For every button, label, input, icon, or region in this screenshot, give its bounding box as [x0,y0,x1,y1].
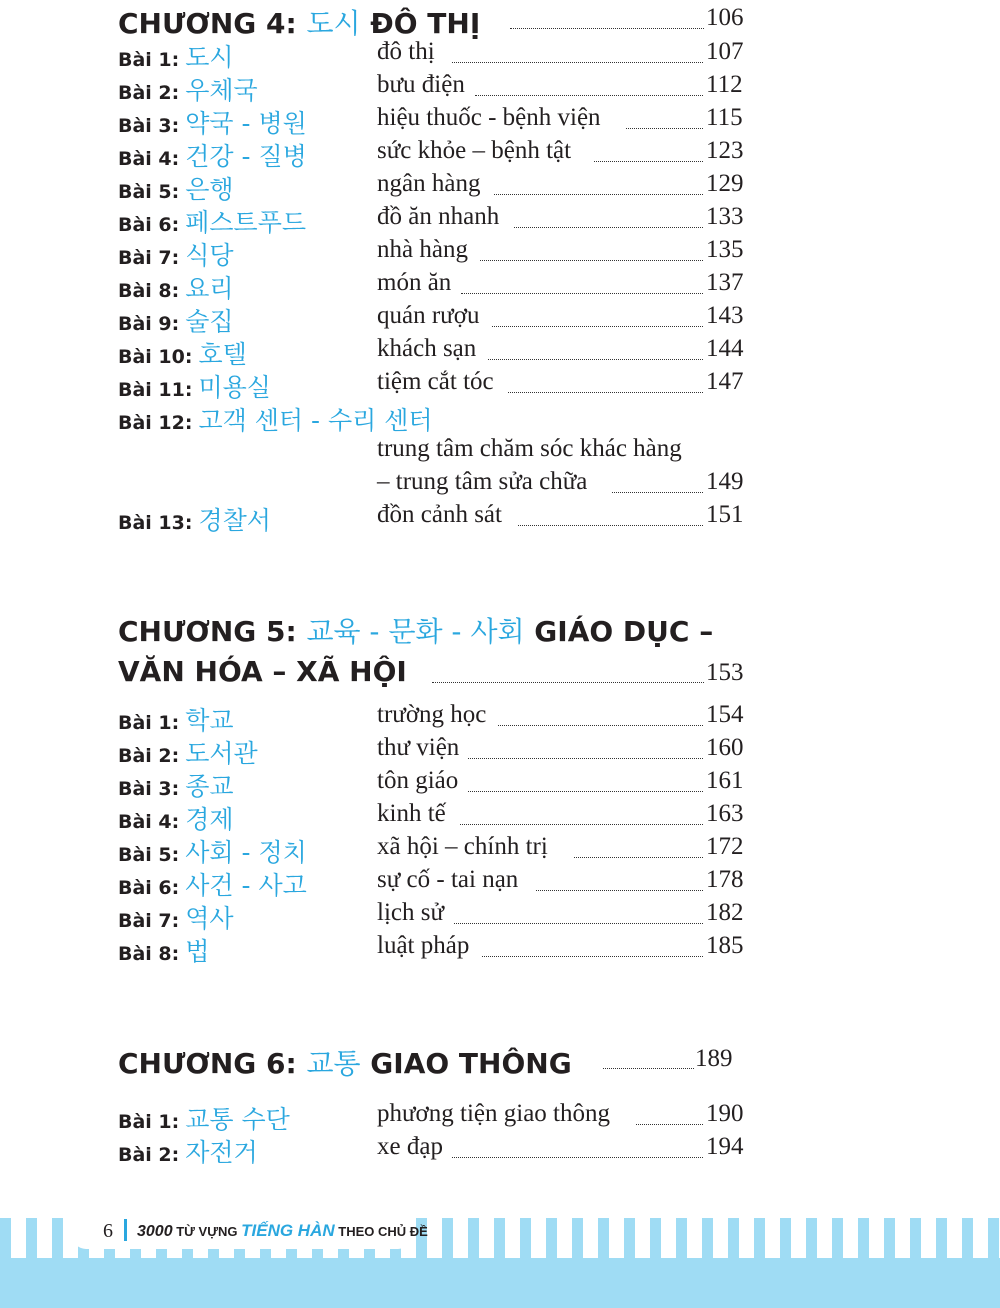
chapter-6-korean: 교통 [306,1047,361,1080]
chapter-4-heading [118,2,480,42]
chapter-5-vietnamese: GIÁO DỤC – [534,615,714,648]
lesson-vietnamese: quán rượu [377,302,480,329]
lesson-korean: 경제 [185,805,234,834]
lesson-page: 137 [706,269,744,296]
lesson-page: 172 [706,833,744,860]
lesson-page: 107 [706,38,744,65]
lesson-page: 160 [706,734,744,761]
lesson-vietnamese: sức khỏe – bệnh tật [377,137,572,164]
leader-dots [536,890,703,891]
toc-entry[interactable] [0,170,1000,203]
lesson-page: 129 [706,170,744,197]
lesson-korean: 경찰서 [198,506,271,535]
lesson-number: Bài 4: 건강 - 질병 [118,142,307,171]
chapter-5-heading [118,610,713,650]
leader-dots [510,28,704,29]
lesson-number: Bài 11: 미용실 [118,373,271,402]
lesson-page: 190 [706,1100,744,1127]
lesson-korean: 요리 [185,274,234,303]
lesson-number: Bài 10: 호텔 [118,340,247,369]
lesson-number: Bài 6: 페스트푸드 [118,208,307,237]
lesson-vietnamese: kinh tế [377,800,446,827]
lesson-vietnamese: phương tiện giao thông [377,1100,610,1127]
leader-dots [508,392,703,393]
chapter-6-vietnamese: GIAO THÔNG [370,1047,572,1080]
lesson-vietnamese: nhà hàng [377,236,468,263]
lesson-number: Bài 3: 약국 - 병원 [118,109,307,138]
footer-highlight: TIẾNG HÀN [241,1221,335,1240]
leader-dots [468,791,703,792]
lesson-vietnamese: luật pháp [377,932,470,959]
leader-dots [636,1124,703,1125]
chapter-5-heading-line2 [118,655,407,688]
toc-entry[interactable] [0,800,1000,833]
chapter-6-page: 189 [695,1045,733,1072]
lesson-vietnamese: đồ ăn nhanh [377,203,500,230]
chapter-5-korean: 교육 - 문화 - 사회 [306,615,525,648]
toc-entry[interactable] [0,236,1000,269]
lesson-number: Bài 2: 도서관 [118,739,258,768]
leader-dots [594,161,703,162]
chapter-4-korean: 도시 [306,7,361,40]
footer-page-number: 6 [103,1220,113,1242]
leader-dots [480,260,703,261]
lesson-number: Bài 12: 고객 센터 - 수리 센터 [118,406,433,435]
leader-dots [452,1157,703,1158]
lesson-number: Bài 13: 경찰서 [118,506,271,535]
lesson-korean: 우체국 [185,76,258,105]
footer-words: TỪ VỰNG [176,1224,238,1239]
lesson-korean: 종교 [185,772,234,801]
toc-entry[interactable] [0,104,1000,137]
leader-dots [488,359,703,360]
lesson-number: Bài 5: 은행 [118,175,234,204]
chapter-4-vietnamese: ĐÔ THỊ [370,7,481,40]
toc-entry[interactable] [0,335,1000,368]
lesson-vietnamese: sự cố - tai nạn [377,866,519,893]
leader-dots [514,227,703,228]
toc-entry[interactable] [0,767,1000,800]
lesson-page: 161 [706,767,744,794]
lesson-page: 115 [706,104,743,131]
lesson-number: Bài 1: 학교 [118,706,234,735]
lesson-number: Bài 6: 사건 - 사고 [118,871,307,900]
footer-divider [124,1219,127,1241]
lesson-korean: 건강 - 질병 [185,142,307,171]
chapter-6-label: CHƯƠNG 6: [118,1047,297,1080]
chapter-4-page: 106 [706,4,744,31]
toc-entry[interactable] [0,302,1000,335]
leader-dots [518,525,703,526]
lesson-korean: 미용실 [198,373,271,402]
lesson-korean: 학교 [185,706,234,735]
lesson-korean: 술집 [185,307,234,336]
leader-dots [468,758,703,759]
leader-dots [452,62,703,63]
lesson-vietnamese: món ăn [377,269,452,296]
lesson-korean: 도서관 [185,739,258,768]
lesson-page: 149 [706,468,744,495]
leader-dots [432,682,704,683]
lesson-page: 135 [706,236,744,263]
toc-entry[interactable] [0,701,1000,734]
footer-suffix: THEO CHỦ ĐỀ [338,1224,428,1239]
toc-entry[interactable] [0,137,1000,170]
lesson-korean: 법 [185,937,210,966]
lesson-vietnamese: khách sạn [377,335,477,362]
lesson-vietnamese: lịch sử [377,899,445,926]
lesson-page: 144 [706,335,744,362]
lesson-korean: 사건 - 사고 [185,871,307,900]
toc-entry[interactable] [0,866,1000,899]
leader-dots [475,95,703,96]
lesson-page: 182 [706,899,744,926]
lesson-page: 133 [706,203,744,230]
lesson-vietnamese: thư viện [377,734,460,761]
chapter-5-page: 153 [706,659,744,686]
leader-dots [460,824,703,825]
toc-entry[interactable] [0,501,1000,534]
lesson-vietnamese: bưu điện [377,71,465,98]
leader-dots [494,194,703,195]
lesson-vietnamese: xã hội – chính trị [377,833,548,860]
lesson-page: 154 [706,701,744,728]
lesson-korean: 은행 [185,175,234,204]
footer-book-title [137,1221,428,1241]
toc-entry[interactable] [0,734,1000,767]
chapter-6-heading [118,1042,572,1082]
lesson-korean: 도시 [185,43,234,72]
leader-dots [612,492,703,493]
toc-entry-continuation [0,435,1000,468]
toc-entry[interactable] [0,368,1000,401]
lesson-korean: 약국 - 병원 [185,109,307,138]
lesson-number: Bài 9: 술집 [118,307,234,336]
leader-dots [626,128,703,129]
lesson-korean: 교통 수단 [185,1105,290,1134]
lesson-page: 112 [706,71,743,98]
leader-dots [482,956,703,957]
lesson-korean: 식당 [185,241,234,270]
lesson-vietnamese: – trung tâm sửa chữa [377,468,588,495]
leader-dots [603,1068,694,1069]
leader-dots [574,857,703,858]
lesson-number: Bài 5: 사회 - 정치 [118,838,307,867]
lesson-vietnamese: tôn giáo [377,767,459,794]
lesson-korean: 사회 - 정치 [185,838,307,867]
toc-entry[interactable] [0,1133,1000,1166]
lesson-number: Bài 8: 요리 [118,274,234,303]
lesson-vietnamese: trường học [377,701,487,728]
toc-entry[interactable] [0,71,1000,104]
lesson-page: 185 [706,932,744,959]
toc-entry[interactable] [0,269,1000,302]
toc-entry[interactable] [0,932,1000,965]
toc-entry-continuation[interactable] [0,468,1000,501]
leader-dots [492,326,703,327]
lesson-page: 123 [706,137,744,164]
toc-entry[interactable] [0,203,1000,236]
lesson-number: Bài 1: 도시 [118,43,234,72]
footer-count: 3000 [137,1223,173,1240]
lesson-vietnamese: xe đạp [377,1133,443,1160]
lesson-vietnamese: hiệu thuốc - bệnh viện [377,104,601,131]
lesson-number: Bài 3: 종교 [118,772,234,801]
chapter-5-label: CHƯƠNG 5: [118,615,297,648]
chapter-4-label: CHƯƠNG 4: [118,7,297,40]
lesson-korean: 자전거 [185,1138,258,1167]
lesson-page: 178 [706,866,744,893]
lesson-number: Bài 4: 경제 [118,805,234,834]
lesson-number: Bài 7: 식당 [118,241,234,270]
lesson-page: 163 [706,800,744,827]
lesson-page: 194 [706,1133,744,1160]
lesson-vietnamese: ngân hàng [377,170,481,197]
leader-dots [461,293,703,294]
lesson-vietnamese: đô thị [377,38,435,65]
lesson-number: Bài 2: 자전거 [118,1138,258,1167]
lesson-number: Bài 1: 교통 수단 [118,1105,290,1134]
lesson-korean: 호텔 [198,340,247,369]
lesson-korean: 고객 센터 - 수리 센터 [198,406,433,435]
lesson-page: 147 [706,368,744,395]
leader-dots [498,725,703,726]
lesson-number: Bài 8: 법 [118,937,210,966]
lesson-korean: 페스트푸드 [185,208,307,237]
lesson-vietnamese-line1: trung tâm chăm sóc khác hàng [377,435,682,462]
toc-entry[interactable] [0,401,1000,434]
toc-entry[interactable] [0,38,1000,71]
toc-entry[interactable] [0,1100,1000,1133]
lesson-korean: 역사 [185,904,234,933]
lesson-vietnamese: tiệm cắt tóc [377,368,494,395]
lesson-number: Bài 2: 우체국 [118,76,258,105]
chapter-5-vietnamese-line2: VĂN HÓA – XÃ HỘI [118,655,407,688]
lesson-number: Bài 7: 역사 [118,904,234,933]
leader-dots [454,923,703,924]
footer-solid-band [0,1258,1000,1308]
toc-entry[interactable] [0,833,1000,866]
lesson-page: 151 [706,501,744,528]
toc-entry[interactable] [0,899,1000,932]
lesson-page: 143 [706,302,744,329]
lesson-vietnamese: đồn cảnh sát [377,501,502,528]
